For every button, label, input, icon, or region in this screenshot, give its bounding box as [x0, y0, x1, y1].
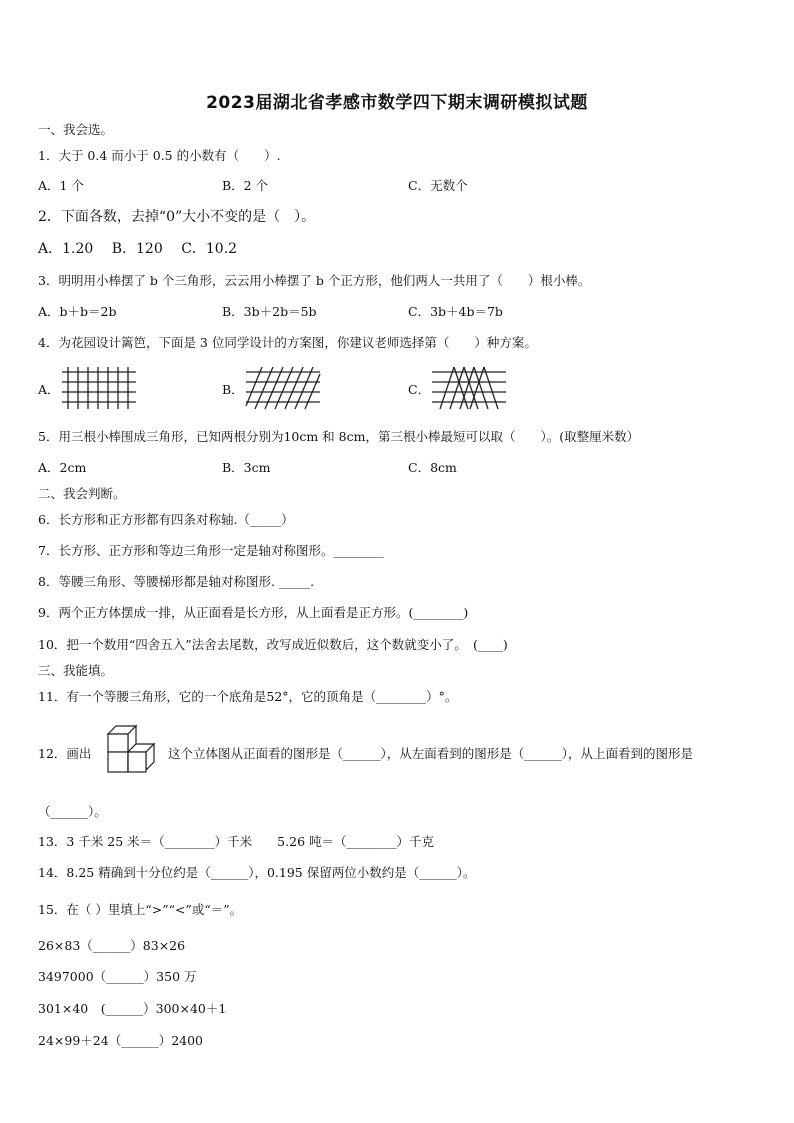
q4-option-c: C． [408, 382, 431, 397]
q3-option-c: C．3b＋4b＝7b [408, 304, 503, 319]
q4-option-a: A． [38, 382, 60, 397]
question-13: 13．3 千米 25 米＝（________）千米 5.26 吨＝（________）千克 [38, 834, 434, 849]
q15-item-4: 24×99＋24（______）2400 [38, 1033, 204, 1048]
fence-grid-c-figure [430, 366, 508, 410]
stacked-cubes-figure [102, 724, 156, 782]
q2-options: A．1.20 B．120 C．10.2 [38, 241, 238, 257]
question-7: 7．长方形、正方形和等边三角形一定是轴对称图形。________ [38, 543, 384, 558]
q1-option-c: C．无数个 [408, 178, 468, 193]
q3-option-a: A．b＋b＝2b [38, 304, 117, 319]
q3-option-b: B．3b＋2b＝5b [222, 304, 317, 319]
question-6: 6．长方形和正方形都有四条对称轴.（_____） [38, 512, 294, 527]
q15-item-1: 26×83（______）83×26 [38, 938, 186, 953]
question-14: 14．8.25 精确到十分位约是（______），0.195 保留两位小数约是（______）。 [38, 865, 476, 880]
q5-option-a: A．2cm [38, 460, 87, 475]
question-8: 8．等腰三角形、等腰梯形都是轴对称图形. _____. [38, 574, 315, 589]
page-title: 2023届湖北省孝感市数学四下期末调研模拟试题 [206, 93, 588, 113]
q5-option-b: B．3cm [222, 460, 271, 475]
fence-grid-a-figure [60, 366, 138, 410]
section-heading-2: 二、我会判断。 [38, 486, 126, 501]
q15-item-2: 3497000（______）350 万 [38, 969, 197, 984]
q1-option-a: A．1 个 [38, 178, 84, 193]
question-5: 5．用三根小棒围成三角形，已知两根分别为10cm 和 8cm，第三根小棒最短可以取（ ）。(取整厘米数） [38, 429, 640, 444]
q1-option-b: B．2 个 [222, 178, 269, 193]
q15-item-3: 301×40 (______）300×40＋1 [38, 1001, 227, 1016]
fence-grid-b-figure [244, 366, 322, 410]
question-15: 15．在（ ）里填上“>”“<”或“＝”。 [38, 902, 243, 917]
q4-option-b: B． [222, 382, 244, 397]
q5-option-c: C．8cm [408, 460, 457, 475]
question-12-continued: （______）。 [38, 804, 107, 819]
section-heading-1: 一、我会选。 [38, 122, 114, 137]
question-10: 10．把一个数用“四舍五入”法舍去尾数，改写成近似数后，这个数就变小了。 (____) [38, 637, 508, 652]
question-4: 4．为花园设计篱笆，下面是 3 位同学设计的方案图，你建议老师选择第（ ）种方案。 [38, 335, 537, 350]
question-12: 这个立体图从正面看的图形是（______），从左面看到的图形是（______），从上面看到的图形是 [168, 746, 694, 761]
question-11: 11．有一个等腰三角形，它的一个底角是52°，它的顶角是（________）°。 [38, 689, 458, 704]
question-1: 1．大于 0.4 而小于 0.5 的小数有（ ）. [38, 148, 281, 163]
question-2: 2．下面各数，去掉“0”大小不变的是（ ）。 [38, 209, 316, 225]
question-9: 9．两个正方体摆成一排，从正面看是长方形，从上面看是正方形。(________) [38, 605, 469, 620]
question-3: 3．明明用小棒摆了 b 个三角形，云云用小棒摆了 b 个正方形，他们两人一共用了（ ）根小棒。 [38, 273, 591, 288]
question-12-prefix: 12．画出 [38, 746, 92, 761]
section-heading-3: 三、我能填。 [38, 663, 114, 678]
